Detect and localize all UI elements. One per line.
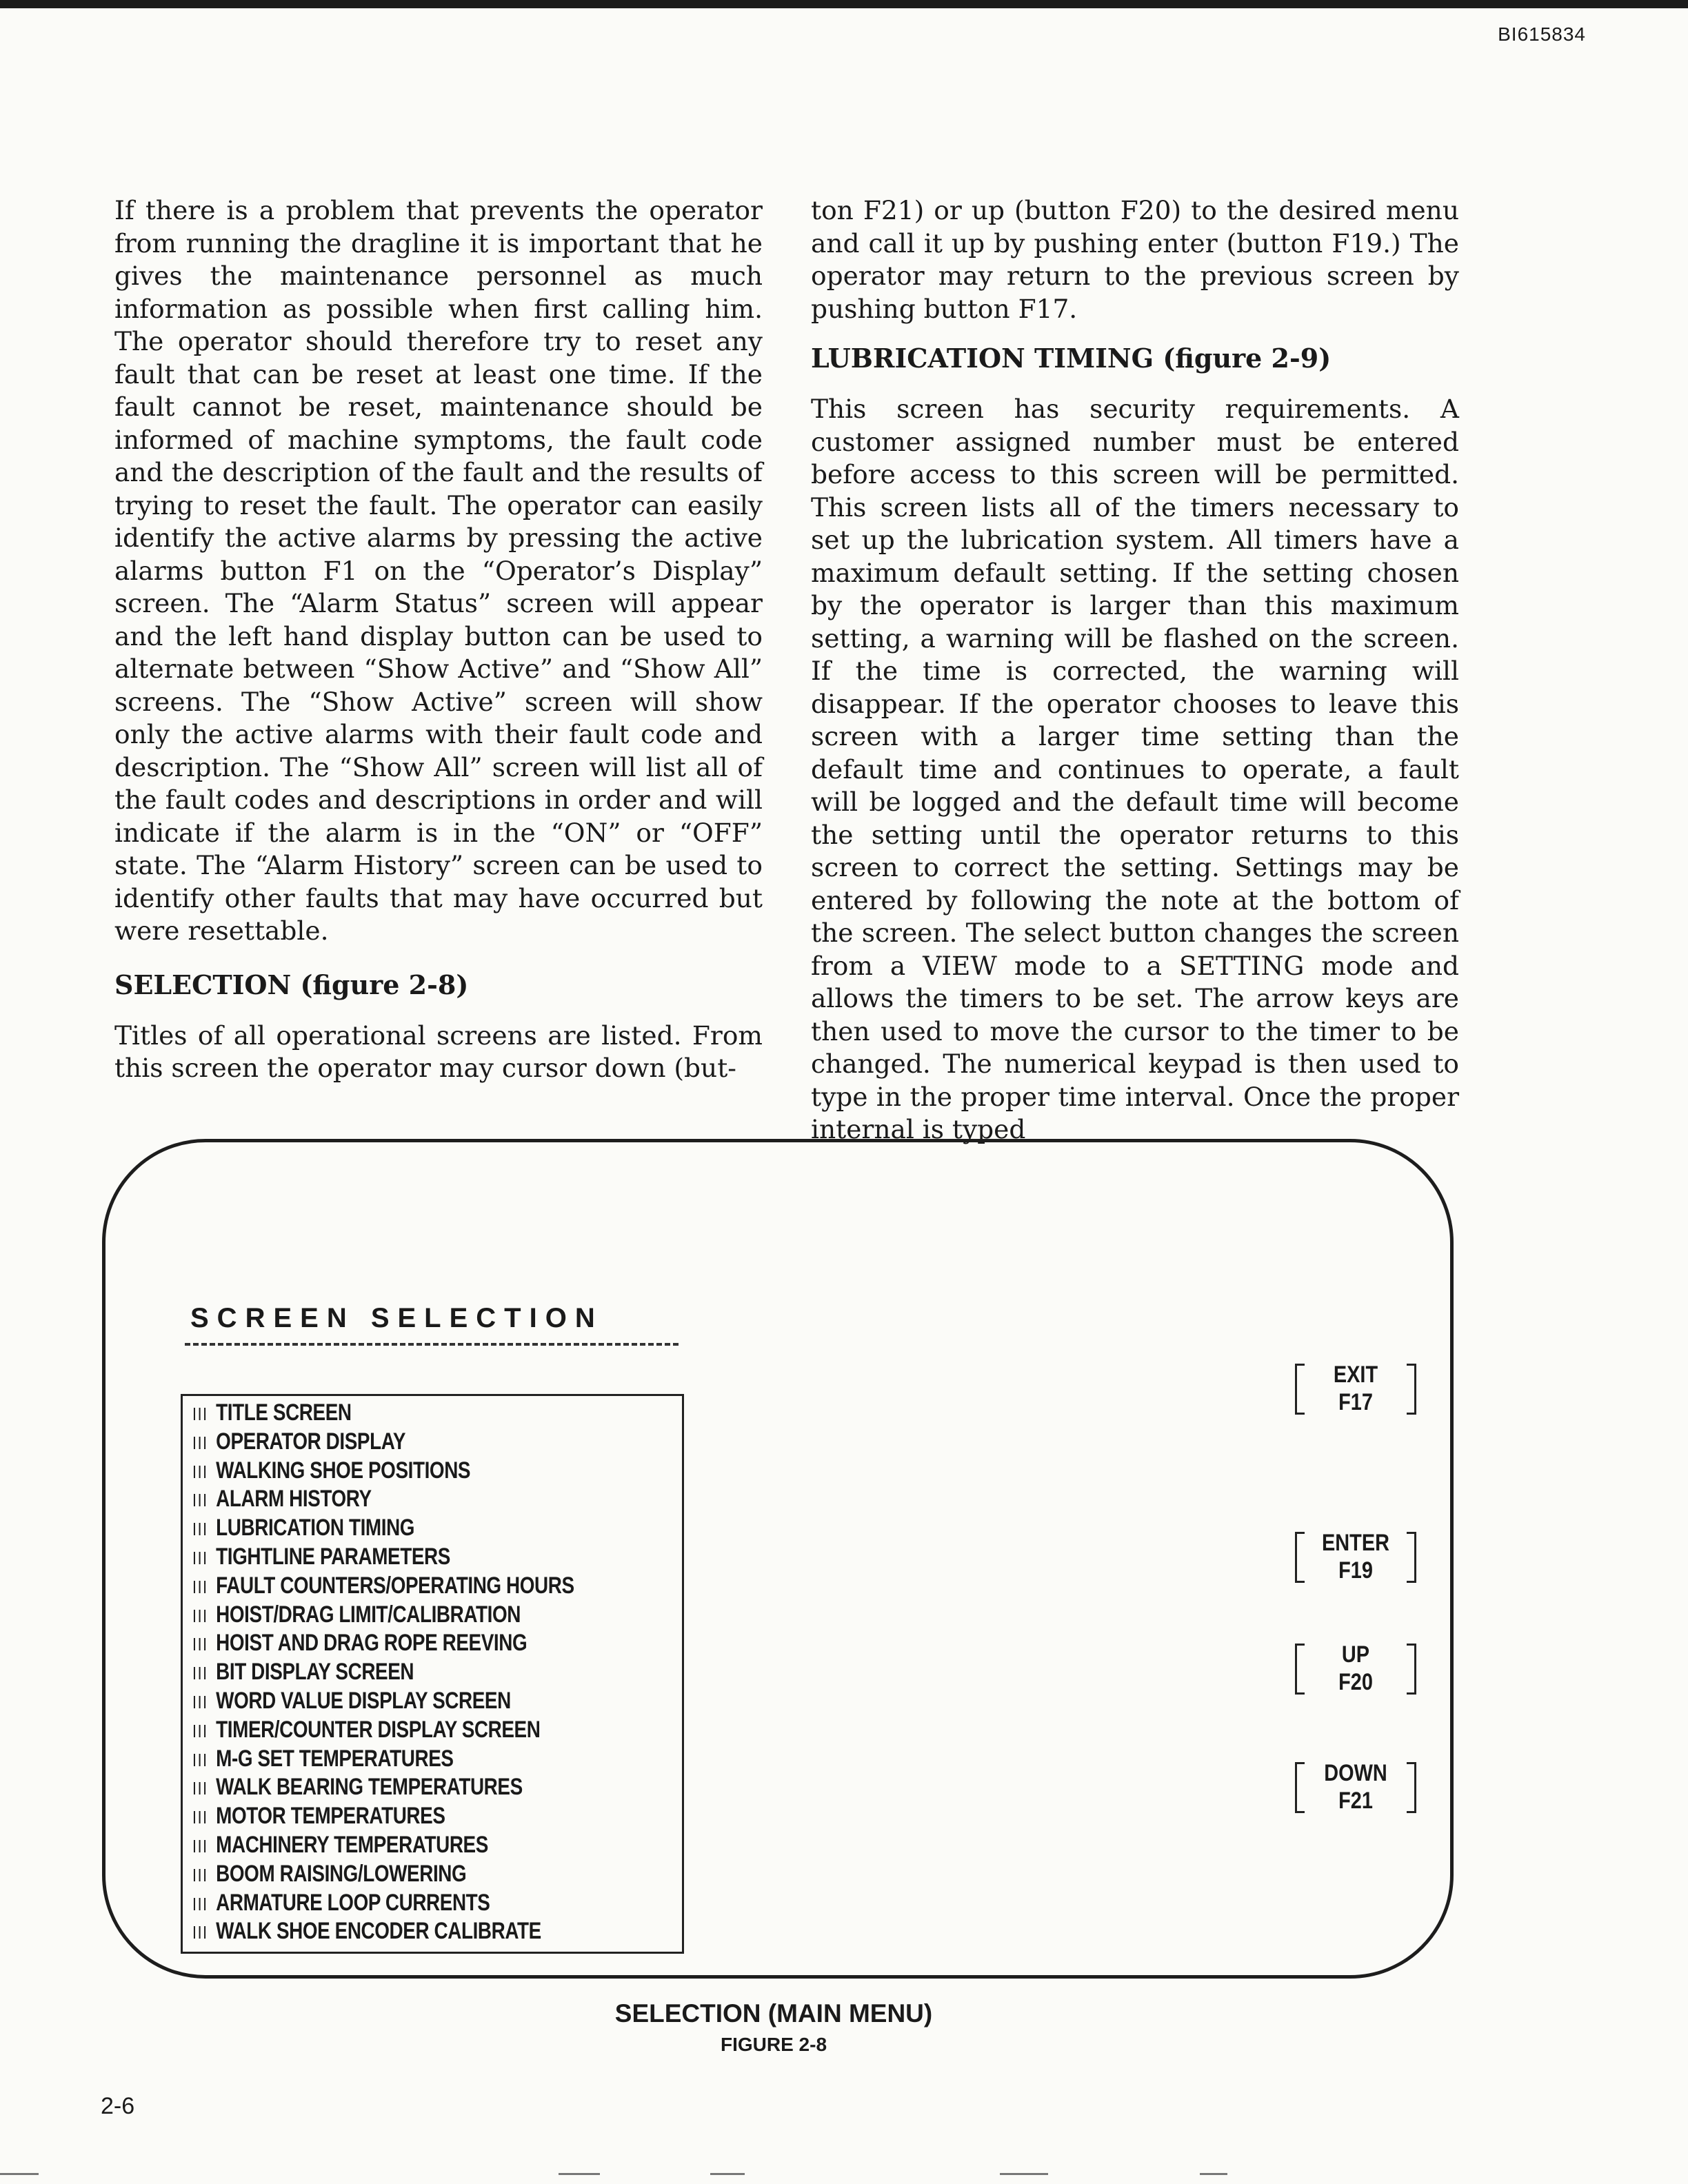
menu-item-label: ALARM HISTORY	[216, 1486, 372, 1513]
menu-bullet: III	[192, 1720, 208, 1741]
menu-item-title-screen[interactable]	[192, 1399, 594, 1428]
menu-item-boom-raising-lowering[interactable]	[192, 1860, 594, 1889]
menu-item-label: MACHINERY TEMPERATURES	[216, 1831, 488, 1858]
menu-item-bit-display[interactable]	[192, 1658, 594, 1687]
menu-item-timer-counter-display[interactable]	[192, 1716, 594, 1745]
down-key: F21	[1338, 1788, 1373, 1814]
menu-item-word-value-display[interactable]	[192, 1687, 594, 1716]
menu-item-label: TITLE SCREEN	[216, 1399, 352, 1426]
menu-item-label: BOOM RAISING/LOWERING	[216, 1860, 467, 1887]
menu-bullet: III	[192, 1807, 208, 1828]
up-key: F20	[1338, 1669, 1373, 1695]
figure-caption-title: SELECTION (MAIN MENU)	[614, 1999, 933, 2028]
menu-bullet: III	[192, 1778, 208, 1799]
down-button[interactable]	[1294, 1759, 1418, 1814]
menu-item-hoist-drag-limit[interactable]	[192, 1601, 594, 1630]
menu-bullet: III	[192, 1404, 208, 1424]
menu-list	[181, 1394, 684, 1954]
menu-item-label: TIMER/COUNTER DISPLAY SCREEN	[216, 1716, 541, 1743]
lubrication-heading: LUBRICATION TIMING (figure 2-9)	[811, 343, 1332, 374]
menu-item-label: WALKING SHOE POSITIONS	[216, 1457, 471, 1484]
selection-heading: SELECTION (figure 2-8)	[114, 969, 469, 1000]
menu-item-mg-set-temperatures[interactable]	[192, 1745, 594, 1774]
title-underline	[185, 1343, 679, 1346]
menu-item-label: WALK BEARING TEMPERATURES	[216, 1774, 523, 1801]
top-border	[0, 0, 1688, 8]
menu-bullet: III	[192, 1893, 208, 1914]
menu-bullet: III	[192, 1547, 208, 1568]
page-number: 2-6	[101, 2093, 135, 2119]
exit-label: EXIT	[1333, 1362, 1378, 1388]
menu-bullet: III	[192, 1576, 208, 1597]
menu-item-armature-loop-currents[interactable]	[192, 1889, 594, 1918]
menu-item-label: FAULT COUNTERS/OPERATING HOURS	[216, 1572, 574, 1599]
menu-item-walking-shoe-positions[interactable]	[192, 1457, 594, 1486]
menu-item-label: TIGHTLINE PARAMETERS	[216, 1543, 450, 1570]
document-id: BI615834	[1498, 23, 1586, 45]
exit-key: F17	[1338, 1389, 1373, 1415]
menu-item-label: M-G SET TEMPERATURES	[216, 1745, 454, 1772]
scan-edge-marks	[0, 2173, 1688, 2176]
menu-item-label: WALK SHOE ENCODER CALIBRATE	[216, 1918, 541, 1945]
menu-bullet: III	[192, 1432, 208, 1453]
menu-bullet: III	[192, 1461, 208, 1482]
menu-item-label: BIT DISPLAY SCREEN	[216, 1659, 414, 1686]
menu-item-label: OPERATOR DISPLAY	[216, 1428, 406, 1455]
menu-item-lubrication-timing[interactable]	[192, 1514, 594, 1543]
menu-item-alarm-history[interactable]	[192, 1485, 594, 1514]
menu-bullet: III	[192, 1519, 208, 1540]
menu-bullet: III	[192, 1490, 208, 1511]
menu-item-label: MOTOR TEMPERATURES	[216, 1803, 445, 1830]
menu-item-label: LUBRICATION TIMING	[216, 1515, 415, 1541]
enter-label: ENTER	[1322, 1530, 1389, 1556]
exit-button[interactable]	[1294, 1361, 1418, 1416]
menu-bullet: III	[192, 1749, 208, 1770]
menu-bullet: III	[192, 1634, 208, 1655]
menu-item-label: HOIST/DRAG LIMIT/CALIBRATION	[216, 1601, 521, 1628]
screen-selection-title: SCREEN SELECTION	[190, 1303, 603, 1333]
menu-item-machinery-temperatures[interactable]	[192, 1831, 594, 1860]
menu-bullet: III	[192, 1605, 208, 1626]
down-label: DOWN	[1324, 1760, 1387, 1786]
menu-item-label: WORD VALUE DISPLAY SCREEN	[216, 1687, 511, 1714]
enter-button[interactable]	[1294, 1529, 1418, 1584]
selection-paragraph: Titles of all operational screens are listed. From this screen the operator may cursor down (but-	[114, 1020, 763, 1083]
menu-item-walk-bearing-temperatures[interactable]	[192, 1773, 594, 1802]
menu-item-motor-temperatures[interactable]	[192, 1802, 594, 1831]
up-button[interactable]	[1294, 1641, 1418, 1696]
menu-bullet: III	[192, 1691, 208, 1712]
menu-item-rope-reeving[interactable]	[192, 1629, 594, 1658]
menu-item-walk-shoe-encoder-calibrate[interactable]	[192, 1917, 594, 1946]
lubrication-paragraph: This screen has security requirements. A customer assigned number must be entered before access to this screen will be permitted. This screen lists all of the timers necessary to set up the lubrication system. All timers have a maximum default setting. If the setting chosen by the operator is larger than this maximum setting, a warning will be flashed on the screen. If the time is corrected, the warning will disappear. If the operator chooses to leave this screen with a larger time setting than the default time and continues to operate, a fault will be logged and the default time will become the setting until the operator returns to this screen to correct the setting. Settings may be entered by following the note at the bottom of the screen. The select button changes the screen from a VIEW mode to a SETTING mode and allows the timers to be set. The arrow keys are then used to move the cursor to the timer to be changed. The numerical keypad is then used to type in the proper time interval. Once the proper internal is typed	[811, 394, 1459, 1144]
menu-item-label: ARMATURE LOOP CURRENTS	[216, 1889, 490, 1916]
enter-key: F19	[1338, 1557, 1373, 1584]
menu-bullet: III	[192, 1922, 208, 1943]
up-label: UP	[1341, 1641, 1370, 1668]
selection-continued-paragraph: ton F21) or up (button F20) to the desired menu and call it up by pushing enter (button F19.) The operator may return to the previous screen by pushing button F17.	[811, 195, 1459, 324]
right-column	[811, 194, 1459, 1146]
menu-item-fault-counters[interactable]	[192, 1572, 594, 1601]
menu-bullet: III	[192, 1663, 208, 1684]
menu-item-tightline-parameters[interactable]	[192, 1543, 594, 1572]
figure-caption-number: FIGURE 2-8	[720, 2034, 827, 2055]
menu-bullet: III	[192, 1864, 208, 1885]
menu-item-operator-display[interactable]	[192, 1428, 594, 1457]
menu-bullet: III	[192, 1835, 208, 1857]
left-column	[114, 194, 763, 1085]
menu-item-label: HOIST AND DRAG ROPE REEVING	[216, 1630, 528, 1657]
intro-paragraph: If there is a problem that prevents the operator from running the dragline it is important that he gives the maintenance personnel as much information as possible when first calling him. The operator should therefore try to reset any fault that can be reset at least one time. If the fault cannot be reset, maintenance should be informed of machine symptoms, the fault code and the description of the fault and the results of trying to reset the fault. The operator can easily identify the active alarms by pressing the active alarms button F1 on the “Operator’s Display” screen. The “Alarm Status” screen will appear and the left hand display button can be used to alternate between “Show Active” and “Show All” screens. The “Show Active” screen will show only the active alarms with their fault code and description. The “Show All” screen will list all of the fault codes and descriptions in order and will indicate if the alarm is in the “ON” or “OFF” state. The “Alarm History” screen can be used to identify other faults that may have occurred but were resettable.	[114, 195, 763, 946]
